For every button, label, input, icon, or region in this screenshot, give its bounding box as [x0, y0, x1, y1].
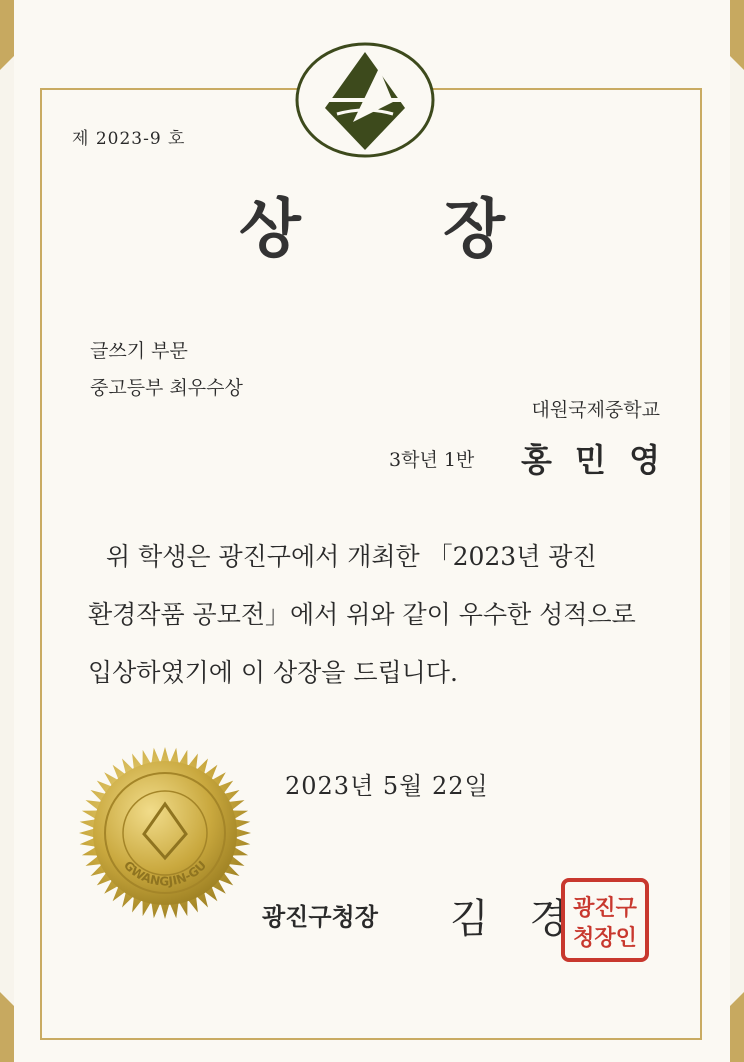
gwangjin-emblem — [293, 38, 437, 162]
body-line: 위 학생은 광진구에서 개최한 「2023년 광진 — [106, 542, 597, 571]
body-line: 환경작품 공모전」에서 위와 같이 우수한 성적으로 — [88, 600, 636, 629]
svg-text:광진구: 광진구 — [573, 896, 637, 921]
award-name: 중고등부 최우수상 — [90, 377, 243, 399]
gold-seal — [78, 746, 252, 920]
body-line: 입상하였기에 이 상장을 드립니다. — [88, 658, 458, 687]
grade-class: 3학년 1반 — [389, 449, 475, 471]
certificate-title: 상 장 — [239, 192, 565, 267]
school-name: 대원국제중학교 — [531, 399, 660, 421]
seal-text: GWANGJIN-GU — [120, 858, 210, 889]
certificate-body — [88, 528, 668, 702]
certificate-number: 제 2023-9 호 — [72, 129, 186, 149]
svg-text:청장인: 청장인 — [573, 926, 637, 951]
issue-date: 2023년 5월 22일 — [285, 772, 489, 800]
official-stamp — [560, 877, 650, 963]
recipient-name: 홍 민 영 — [521, 441, 667, 479]
signer-name: 김 경 — [450, 896, 582, 942]
issuer-title: 광진구청장 — [262, 902, 378, 931]
award-category: 글쓰기 부문 — [90, 340, 188, 362]
